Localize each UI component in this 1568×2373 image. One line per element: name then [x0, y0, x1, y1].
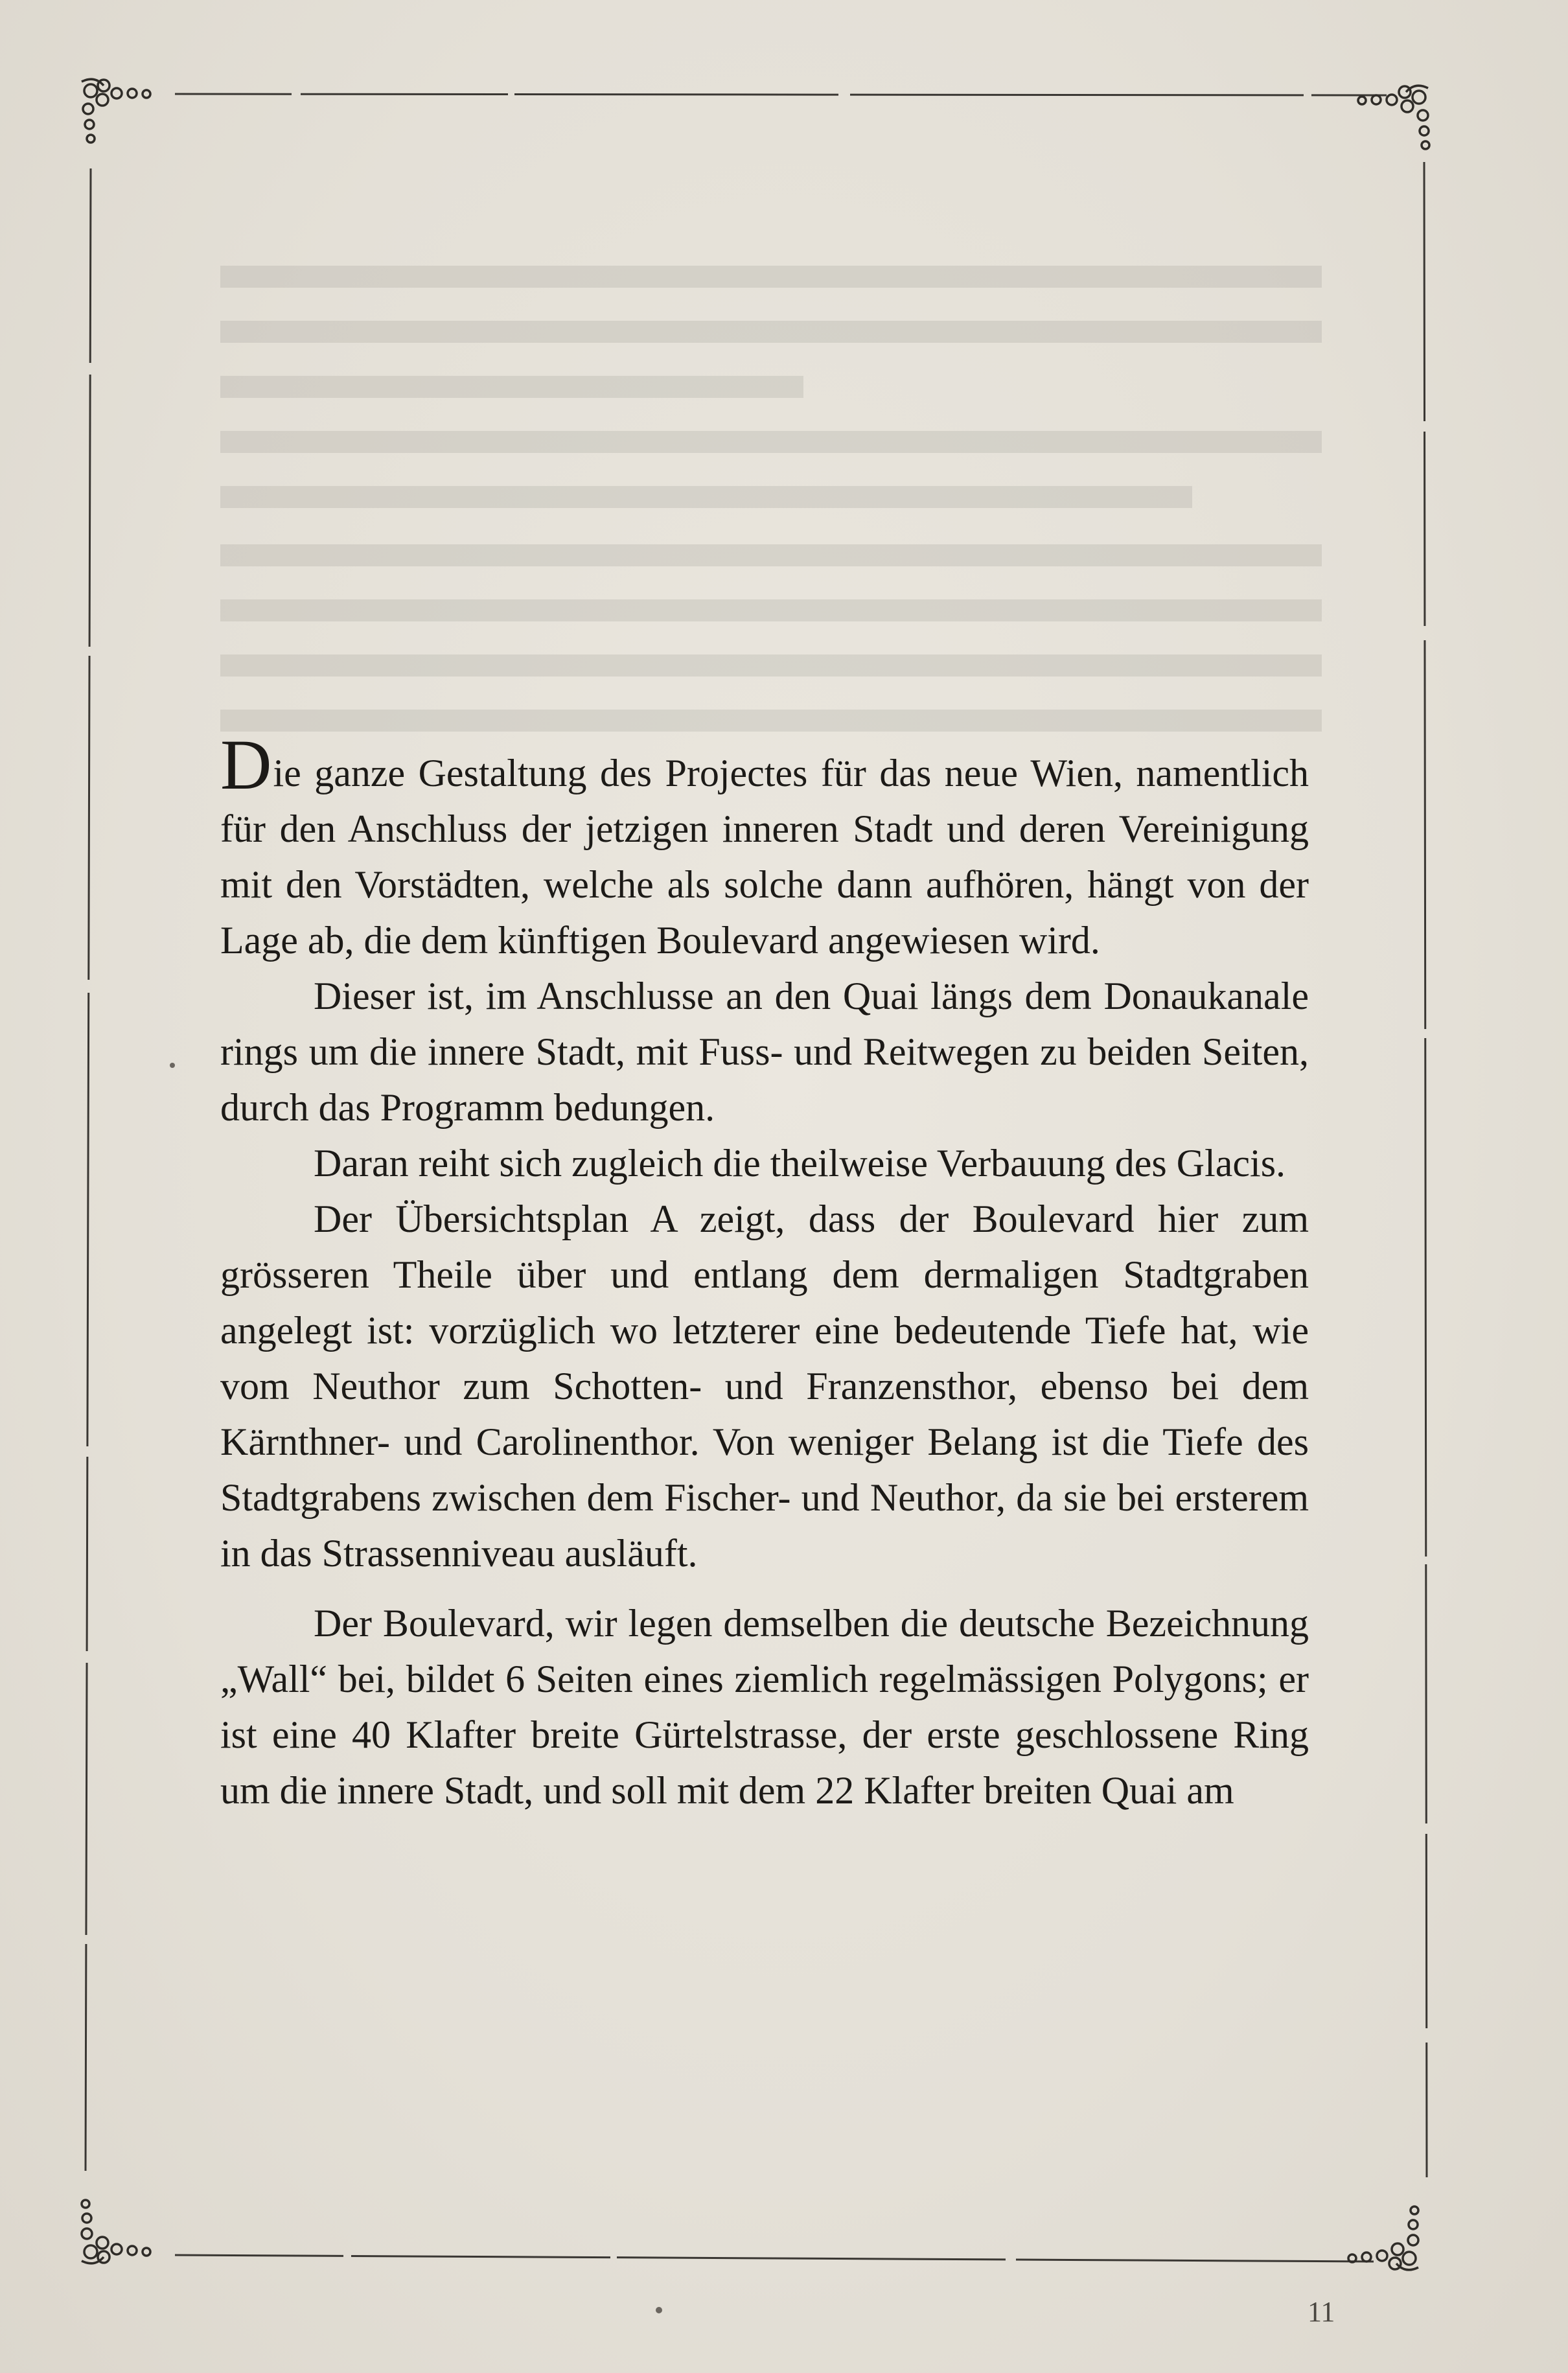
paragraph-5: Der Boulevard, wir legen demselben die deutsche Bezeichnung „Wall“ bei, bildet 6 Seiten eines ziemlich regelmässigen Polygons; er ist eine 40 Klafter breite Gürtelstrasse, der erste geschlossene Ring um die innere Stadt, und soll mit dem 22 Klafter breiten Quai am — [220, 1602, 1309, 1812]
page-number: 11 — [1308, 2296, 1335, 2328]
printer-mark — [656, 2307, 662, 2313]
paragraph-4: Der Übersichtsplan A zeigt, dass der Boulevard hier zum grösseren Theile über und entlang dem dermaligen Stadtgraben angelegt ist: vorzüglich wo letzterer eine bedeutende Tiefe hat, wie vom Neuthor zum Schotten- und Franzensthor, ebenso bei dem Kärnthner- und Carolinenthor. Von weniger Belang ist die Tiefe des Stadtgrabens zwischen dem Fischer- und Neuthor, da sie bei ersterem in das Strassenniveau ausläuft. — [220, 1198, 1309, 1575]
drop-cap: D — [220, 725, 272, 804]
printer-mark — [170, 1063, 175, 1068]
paragraph-1-text: ie ganze Gestaltung des Projectes für das neue Wien, namentlich für den Anschluss der jetzigen inneren Stadt und deren Vereinigung mit den Vorstädten, welche als solche dann aufhören, hängt von der Lage ab, die dem künftigen Boulevard angewiesen wird. — [220, 752, 1309, 962]
paragraph-1 — [220, 725, 1309, 968]
body-text — [220, 725, 1309, 1818]
paragraph-2: Dieser ist, im Anschlusse an den Quai längs dem Donaukanale rings um die innere Stadt, mit Fuss- und Reitwegen zu beiden Seiten, durch das Programm bedungen. — [220, 975, 1309, 1129]
paragraph-3: Daran reiht sich zugleich die theilweise Verbauung des Glacis. — [314, 1142, 1286, 1185]
